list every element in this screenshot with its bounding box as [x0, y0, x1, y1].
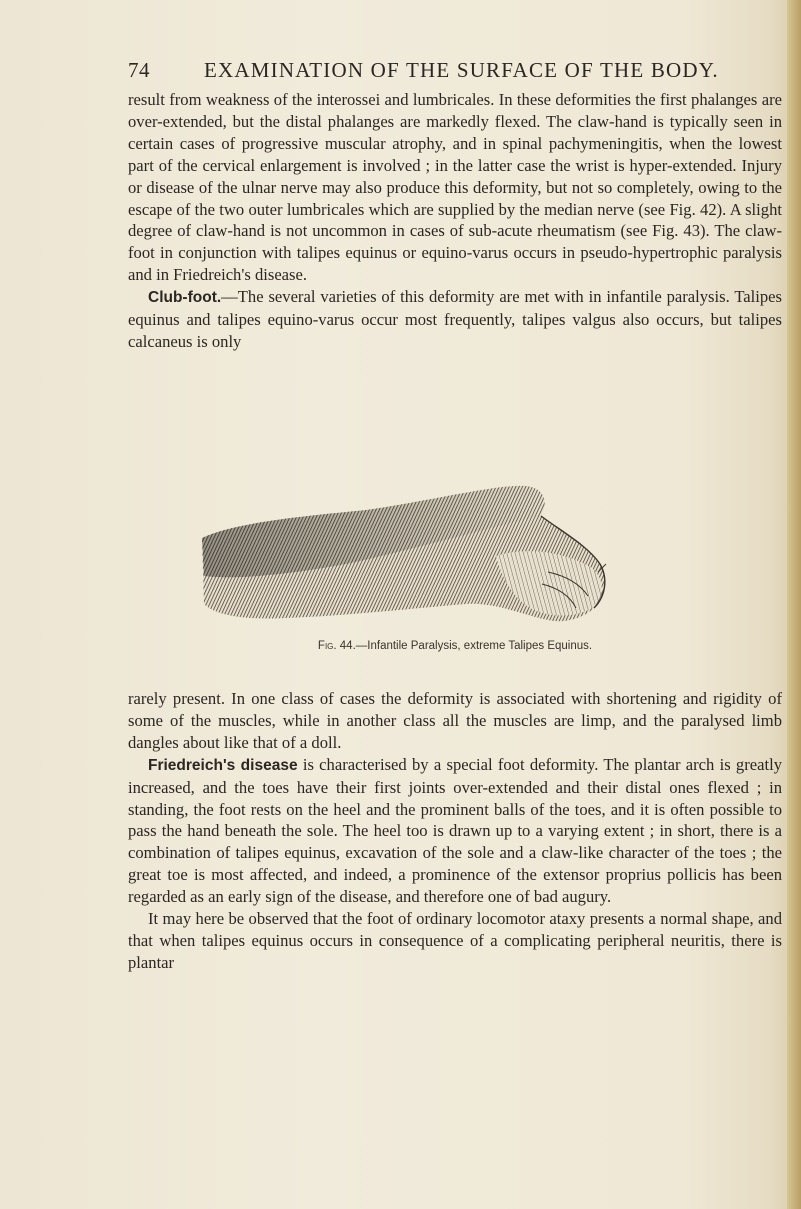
running-title: EXAMINATION OF THE SURFACE OF THE BODY. — [204, 58, 719, 82]
figure-caption — [128, 640, 782, 652]
paragraph-text: is characterised by a special foot deformity. The plantar arch is greatly increased, and the toes have their first joints over-extended and their distal ones flexed ; in standing, the foot rests on the heel and the prominent balls of the toes, and it is often possible to pass the hand beneath the sole. The heel too is drawn up to a varying extent ; in short, there is a combination of talipes equinus, excavation of the sole and a claw-like character of the toes ; the great toe is most affected, and indeed, a prominence of the extensor proprius pollicis has been regarded as an early sign of the disease, and therefore one of bad augury. — [128, 754, 782, 907]
text-block-top — [128, 89, 782, 353]
text-block-bottom — [128, 688, 782, 974]
paragraph-lead: Club-foot. — [148, 289, 222, 307]
paragraph-lead: Friedreich's disease — [148, 756, 298, 774]
paragraph-text: rarely present. In one class of cases the deformity is associated with shortening and rigidity of some of the muscles, while in another class all the muscles are limp, and the paralysed limb dangles about like that of a doll. — [128, 689, 782, 752]
paragraph-club-foot — [128, 286, 782, 353]
figure-caption-text: —Infantile Paralysis, extreme Talipes Equinus. — [355, 640, 593, 652]
page-edge — [787, 0, 801, 1209]
paragraph-text: It may here be observed that the foot of ordinary locomotor ataxy presents a normal shape, and that when talipes equinus occurs in consequence of a complicating peripheral neuritis, there is plantar — [128, 909, 782, 972]
paragraph-text: result from weakness of the interossei and lumbricales. In these deformities the first phalanges are over-extended, but the distal phalanges are markedly flexed. The claw-hand is typically seen in certain cases of progressive muscular atrophy, and in spinal pachymeningitis, when the lowest part of the cervical enlargement is involved ; in the latter case the wrist is hyper-extended. Injury or disease of the ulnar nerve may also produce this deformity, but not so completely, owing to the escape of the two outer lumbricales which are supplied by the median nerve (see Fig. 42). A slight degree of claw-hand is not uncommon in cases of sub-acute rheumatism (see Fig. 43). The claw-foot in conjunction with talipes equinus or equino-varus occurs in pseudo-hypertrophic paralysis and in Friedreich's disease. — [128, 90, 782, 285]
page-number: 74 — [128, 58, 150, 82]
paragraph-claw-hand — [128, 89, 782, 286]
paragraph-text: —The several varieties of this deformity are met with in infantile paralysis. Talipes equinus and talipes equino-varus occur most frequently, talipes valgus also occurs, but talipes calcaneus is only — [128, 287, 782, 351]
foot-illustration — [196, 476, 624, 634]
figure-label: Fig. 44. — [317, 640, 356, 652]
paragraph-friedreich — [128, 754, 782, 908]
paragraph-club-foot-cont — [128, 688, 782, 754]
paragraph-locomotor-ataxy — [128, 908, 782, 974]
